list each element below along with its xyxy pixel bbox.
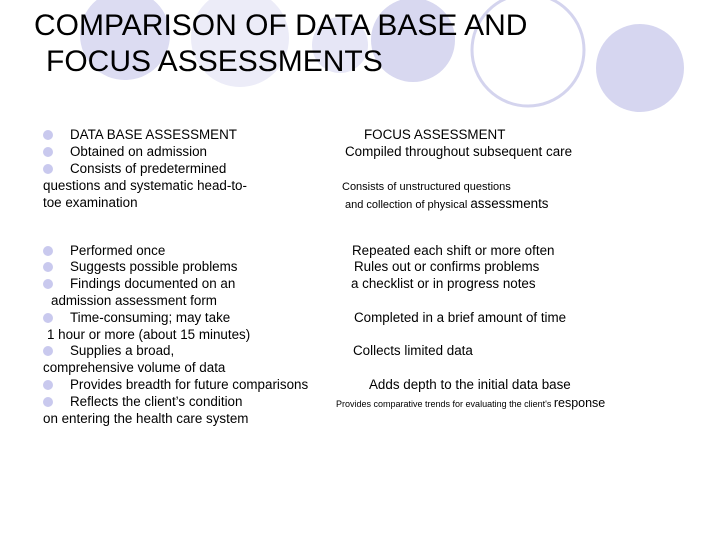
bullet-icon [43, 262, 53, 272]
item-text-large: assessments [470, 196, 549, 211]
column-heading: FOCUS ASSESSMENT [364, 127, 506, 142]
list-item: Completed in a brief amount of time [354, 310, 567, 325]
item-text: Provides comparative trends for evaluating the client's [336, 399, 554, 409]
item-text: Performed once [70, 243, 166, 258]
list-item [43, 276, 235, 292]
item-text: and collection of physical [345, 199, 471, 211]
bullet-icon [43, 397, 53, 407]
list-item [336, 395, 605, 412]
list-item [345, 196, 549, 213]
list-item: Repeated each shift or more often [352, 243, 555, 258]
slide-title [34, 8, 527, 80]
circle-6 [596, 24, 684, 112]
item-text: Supplies a broad, [70, 343, 175, 358]
bullet-icon [43, 313, 53, 323]
item-continuation: admission assessment form [51, 293, 217, 308]
item-text: Findings documented on an [70, 276, 236, 291]
item-text: Obtained on admission [70, 144, 207, 159]
bullet-icon [43, 246, 53, 256]
bullet-icon [43, 346, 53, 356]
item-text: Consists of predetermined [70, 161, 227, 176]
item-text: Reflects the client’s condition [70, 394, 243, 409]
list-item: Consists of unstructured questions [342, 181, 511, 193]
list-item: Compiled throughout subsequent care [345, 144, 573, 159]
list-item [43, 310, 230, 326]
item-text: DATA BASE ASSESSMENT [70, 127, 237, 142]
item-text-large: response [553, 396, 606, 410]
title-line-2: FOCUS ASSESSMENTS [46, 45, 383, 78]
item-text: Provides breadth for future comparisons [70, 377, 309, 392]
list-item [43, 144, 207, 160]
list-item: a checklist or in progress notes [351, 276, 536, 291]
list-item [43, 161, 226, 177]
item-text: Suggests possible problems [70, 259, 238, 274]
item-continuation: 1 hour or more (about 15 minutes) [47, 327, 251, 342]
bullet-icon [43, 147, 53, 157]
bullet-icon [43, 130, 53, 140]
bullet-icon [43, 380, 53, 390]
bullet-icon [43, 164, 53, 174]
item-continuation: comprehensive volume of data [43, 360, 226, 375]
list-item: Collects limited data [353, 343, 473, 358]
list-item [43, 343, 174, 359]
list-item [43, 243, 165, 259]
list-item: Rules out or confirms problems [354, 259, 540, 274]
list-item [43, 394, 242, 410]
title-line-1: COMPARISON OF DATA BASE AND [34, 9, 528, 42]
item-continuation: on entering the health care system [43, 411, 249, 426]
item-continuation: toe examination [43, 195, 138, 210]
item-continuation: questions and systematic head-to- [43, 178, 247, 193]
bullet-icon [43, 279, 53, 289]
list-item: Adds depth to the initial data base [369, 377, 571, 392]
list-item [43, 377, 308, 393]
list-item [43, 127, 237, 143]
list-item [43, 259, 237, 275]
item-text: Time-consuming; may take [70, 310, 231, 325]
